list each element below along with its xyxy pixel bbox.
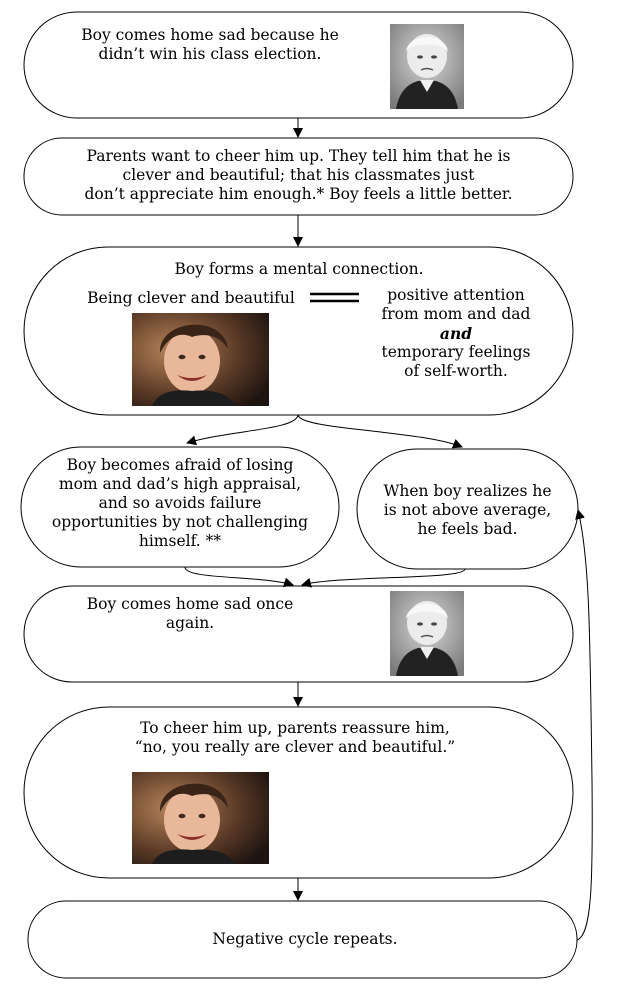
node-1-line-1: Boy comes home sad because he [81, 26, 339, 44]
node-2-text [40, 147, 557, 204]
node-8-text [160, 930, 450, 949]
arrow-3-to-5 [298, 415, 462, 447]
node-3-right-line-3: temporary feelings [381, 343, 531, 361]
arrow-4-to-6 [185, 567, 293, 585]
node-3-right-and: and [439, 324, 473, 343]
node-3-title: Boy forms a mental connection. [174, 260, 424, 278]
node-4-line-3: and so avoids failure [98, 494, 262, 512]
node-6-line-1: Boy comes home sad once [86, 595, 294, 613]
node-4-line-5: himself. ** [138, 532, 222, 550]
node-4-line-2: mom and dad’s high appraisal, [58, 475, 302, 493]
node-4-line-4: opportunities by not challenging [51, 513, 309, 531]
node-5-text [362, 482, 573, 539]
node-2-line-2: clever and beautiful; that his classmates just [122, 166, 475, 184]
node-4-text [40, 456, 320, 551]
node-7-line-2: “no, you really are clever and beautiful.” [134, 738, 456, 756]
node-3-right-text [364, 286, 548, 381]
arrow-8-to-5-loop [577, 510, 592, 940]
sad-boy-photo-repeat [390, 591, 464, 676]
node-1-line-2: didn’t win his class election. [98, 45, 322, 63]
node-6-line-2: again. [165, 614, 215, 632]
node-3-right-line-1: positive attention [387, 286, 525, 304]
node-5-line-1: When boy realizes he [383, 482, 552, 500]
node-8-line-1: Negative cycle repeats. [212, 930, 398, 948]
node-1-text [60, 26, 360, 64]
node-7-text [110, 719, 480, 757]
node-4-line-1: Boy becomes afraid of losing [66, 456, 294, 474]
arrow-3-to-4 [187, 415, 298, 443]
sad-boy-photo [390, 24, 464, 109]
arrow-5-to-6 [302, 569, 465, 585]
node-5-line-2: is not above average, [383, 501, 552, 519]
node-2-line-3: don’t appreciate him enough.* Boy feels a little better. [84, 185, 513, 203]
happy-boy-photo [132, 313, 269, 406]
happy-boy-photo-repeat [132, 772, 269, 864]
node-5-line-3: he feels bad. [417, 520, 518, 538]
node-3-left-label: Being clever and beautiful [87, 289, 295, 307]
node-3-right-line-4: of self-worth. [404, 362, 508, 380]
node-2-line-1: Parents want to cheer him up. They tell him that he is [86, 147, 511, 165]
node-3-right-line-2: from mom and dad [381, 305, 531, 323]
node-6-text [80, 595, 300, 633]
node-7-line-1: To cheer him up, parents reassure him, [140, 719, 450, 737]
